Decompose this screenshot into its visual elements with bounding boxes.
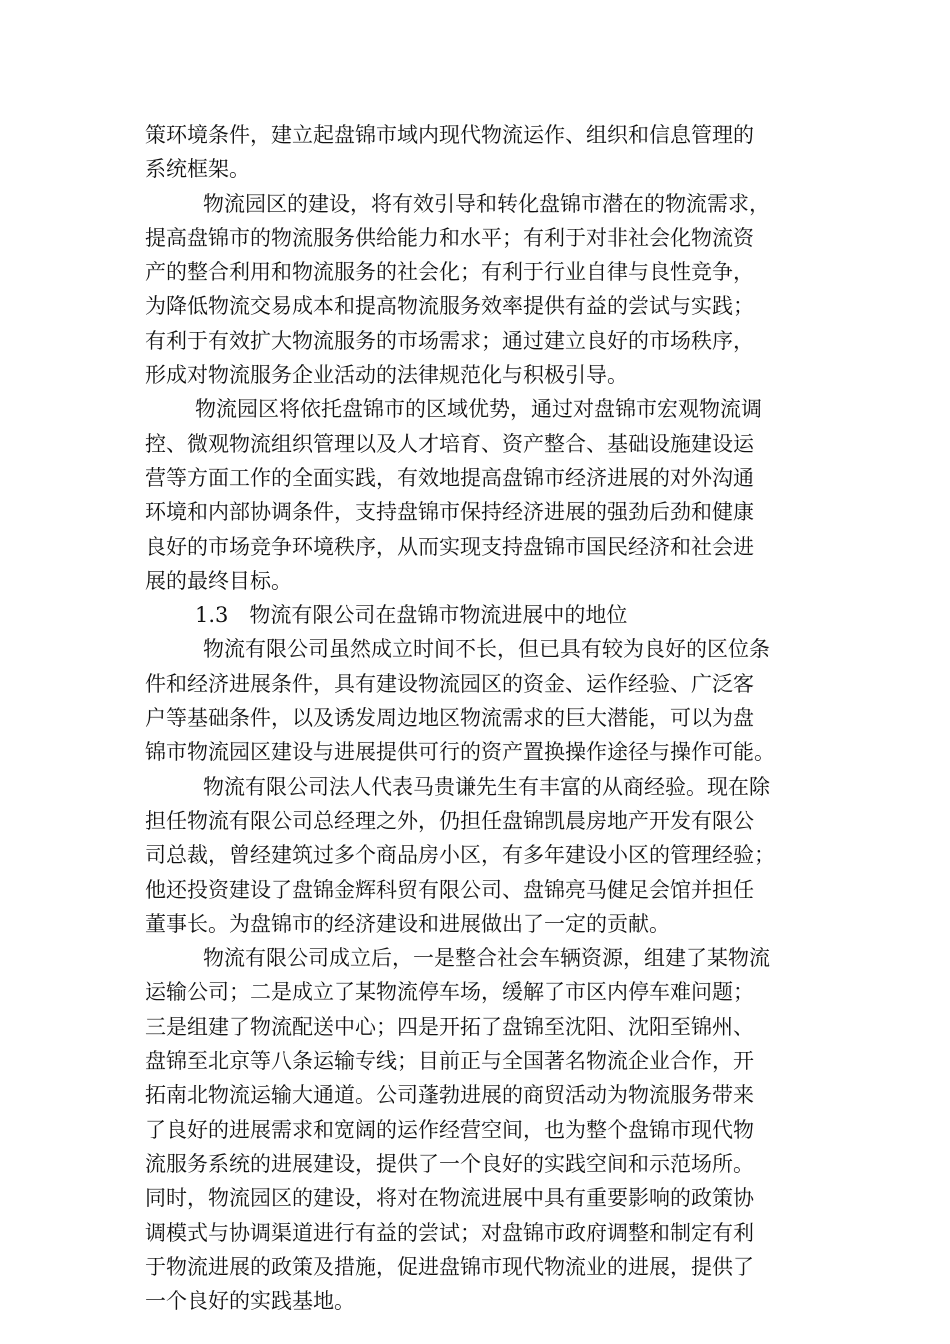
text-line: 盘锦至北京等八条运输专线；目前正与全国著名物流企业合作，开 (145, 1049, 754, 1074)
text-line: 拓南北物流运输大通道。公司蓬勃进展的商贸活动为物流服务带来 (145, 1083, 754, 1108)
paragraph-start-line: 物流园区将依托盘锦市的区域优势，通过对盘锦市宏观物流调 (195, 397, 762, 422)
section-heading: 1.3 物流有限公司在盘锦市物流进展中的地位 (195, 603, 628, 628)
text-line: 锦市物流园区建设与进展提供可行的资产置换操作途径与操作可能。 (145, 740, 775, 765)
text-line: 了良好的进展需求和宽阔的运作经营空间，也为整个盘锦市现代物 (145, 1117, 754, 1142)
text-line: 于物流进展的政策及措施，促进盘锦市现代物流业的进展，提供了 (145, 1254, 754, 1279)
text-line: 展的最终目标。 (145, 568, 292, 593)
text-line: 三是组建了物流配送中心；四是开拓了盘锦至沈阳、沈阳至锦州、 (145, 1014, 754, 1039)
text-line: 担任物流有限公司总经理之外，仍担任盘锦凯晨房地产开发有限公 (145, 808, 754, 833)
text-line: 提高盘锦市的物流服务供给能力和水平；有利于对非社会化物流资 (145, 225, 754, 250)
text-line: 系统框架。 (145, 157, 250, 182)
text-line: 为降低物流交易成本和提高物流服务效率提供有益的尝试与实践； (145, 294, 754, 319)
text-line: 董事长。为盘锦市的经济建设和进展做出了一定的贡献。 (145, 911, 670, 936)
paragraph-start-line: 物流有限公司成立后，一是整合社会车辆资源，组建了某物流 (203, 946, 770, 971)
paragraph-start-line: 物流有限公司法人代表马贵谦先生有丰富的从商经验。现在除 (203, 774, 770, 799)
text-line: 件和经济进展条件，具有建设物流园区的资金、运作经验、广泛客 (145, 671, 754, 696)
text-line: 有利于有效扩大物流服务的市场需求；通过建立良好的市场秩序， (145, 328, 754, 353)
text-line: 调模式与协调渠道进行有益的尝试；对盘锦市政府调整和制定有利 (145, 1220, 754, 1245)
text-line: 策环境条件，建立起盘锦市域内现代物流运作、组织和信息管理的 (145, 123, 754, 147)
text-line: 良好的市场竞争环境秩序，从而实现支持盘锦市国民经济和社会进 (145, 534, 754, 559)
paragraph-start-line: 物流园区的建设，将有效引导和转化盘锦市潜在的物流需求， (203, 191, 770, 216)
text-line: 产的整合利用和物流服务的社会化；有利于行业自律与良性竞争， (145, 260, 754, 285)
text-line: 流服务系统的进展建设，提供了一个良好的实践空间和示范场所。 (145, 1151, 754, 1176)
text-line: 运输公司；二是成立了某物流停车场，缓解了市区内停车难问题； (145, 980, 754, 1005)
paragraph-start-line: 物流有限公司虽然成立时间不长，但已具有较为良好的区位条 (203, 637, 770, 662)
body-text (145, 118, 825, 1318)
text-line: 环境和内部协调条件，支持盘锦市保持经济进展的强劲后劲和健康 (145, 500, 754, 525)
text-line: 控、微观物流组织管理以及人才培育、资产整合、基础设施建设运 (145, 431, 754, 456)
text-line: 户等基础条件，以及诱发周边地区物流需求的巨大潜能，可以为盘 (145, 706, 754, 731)
text-line: 形成对物流服务企业活动的法律规范化与积极引导。 (145, 363, 628, 388)
text-line: 营等方面工作的全面实践，有效地提高盘锦市经济进展的对外沟通 (145, 465, 754, 490)
text-line: 一个良好的实践基地。 (145, 1289, 355, 1314)
text-line: 他还投资建设了盘锦金辉科贸有限公司、盘锦亮马健足会馆并担任 (145, 877, 754, 902)
text-line: 同时，物流园区的建设，将对在物流进展中具有重要影响的政策协 (145, 1186, 754, 1211)
text-line: 司总裁，曾经建筑过多个商品房小区，有多年建设小区的管理经验； (145, 843, 775, 868)
